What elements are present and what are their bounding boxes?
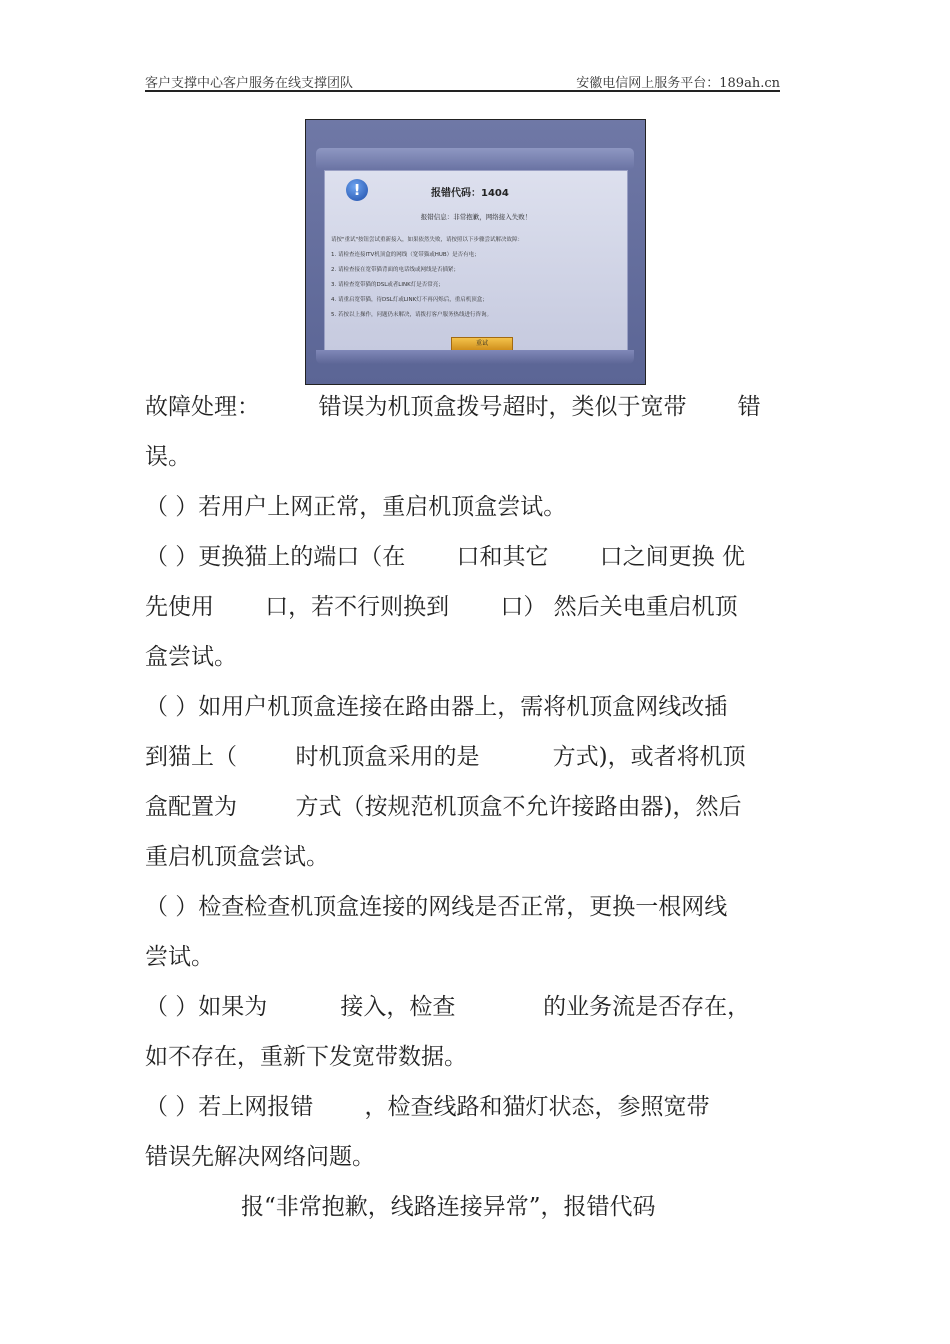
body-line: 错误先解决网络问题。 bbox=[145, 1144, 375, 1170]
page-header bbox=[145, 70, 780, 92]
body-line: （ ）如用户机顶盒连接在路由器上，需将机顶盒网线改插 bbox=[145, 694, 728, 720]
instruction-line: 4. 请重启宽带猫，待DSL灯或LINK灯不再闪烁后，重启机顶盒； bbox=[331, 297, 488, 303]
body-line: 到猫上（ 时机顶盒采用的是 方式)，或者将机顶 bbox=[145, 744, 746, 770]
screenshot-bottom-bar bbox=[316, 350, 634, 364]
body-line: （ ）检查检查机顶盒连接的网线是否正常，更换一根网线 bbox=[145, 894, 728, 920]
body-line: （ ）更换猫上的端口（在 口和其它 口之间更换 优 bbox=[145, 544, 745, 570]
instruction-line: 请按"重试"按钮尝试重新接入，如果依然失败，请按照以下步骤尝试解决故障： bbox=[331, 237, 524, 243]
body-line: 先使用 口，若不行则换到 口） 然后关电重启机顶 bbox=[145, 594, 738, 620]
error-instructions bbox=[331, 235, 523, 325]
body-line: 尝试。 bbox=[145, 944, 214, 970]
body-line: （ ）若上网报错 ，检查线路和猫灯状态，参照宽带 bbox=[145, 1094, 710, 1120]
screenshot-top-bar bbox=[316, 148, 634, 170]
error-screenshot bbox=[305, 119, 646, 385]
header-left-text: 客户支撑中心客户服务在线支撑团队 bbox=[145, 76, 354, 91]
body-line: 误。 bbox=[145, 444, 191, 470]
instruction-line: 3. 请检查宽带猫的DSL或者LINK灯是否常亮； bbox=[331, 282, 444, 288]
body-line-last: 报“非常抱歉，线路连接异常”，报错代码 bbox=[241, 1194, 656, 1220]
header-right-text: 安徽电信网上服务平台：189ah.cn bbox=[576, 76, 780, 91]
alert-icon: ! bbox=[346, 179, 368, 201]
body-line: （ ）如果为 接入，检查 的业务流是否存在， bbox=[145, 994, 751, 1020]
instruction-line: 2. 请检查接在宽带猫背面的电话线或网线是否插紧； bbox=[331, 267, 459, 273]
body-line: 如不存在，重新下发宽带数据。 bbox=[145, 1044, 467, 1070]
error-code-text: 报错代码：1404 bbox=[431, 188, 509, 199]
retry-button: 重试 bbox=[451, 337, 513, 351]
body-line: 重启机顶盒尝试。 bbox=[145, 844, 329, 870]
instruction-line: 5. 若按以上操作，问题仍未解决，请拨打客户服务热线进行咨询。 bbox=[331, 312, 492, 318]
body-line: 盒尝试。 bbox=[145, 644, 237, 670]
body-line: 盒配置为 方式（按规范机顶盒不允许接路由器)，然后 bbox=[145, 794, 742, 820]
error-message: 报错信息：非常抱歉，网络接入失败！ bbox=[420, 213, 532, 221]
instruction-line: 1. 请检查连接ITV机顶盒的网线（宽带猫或HUB）是否有电； bbox=[331, 252, 480, 258]
body-line: （ ）若用户上网正常，重启机顶盒尝试。 bbox=[145, 494, 567, 520]
error-dialog-panel bbox=[324, 170, 628, 352]
body-line: 故障处理： 错误为机顶盒拨号超时，类似于宽带 错 bbox=[145, 394, 761, 420]
